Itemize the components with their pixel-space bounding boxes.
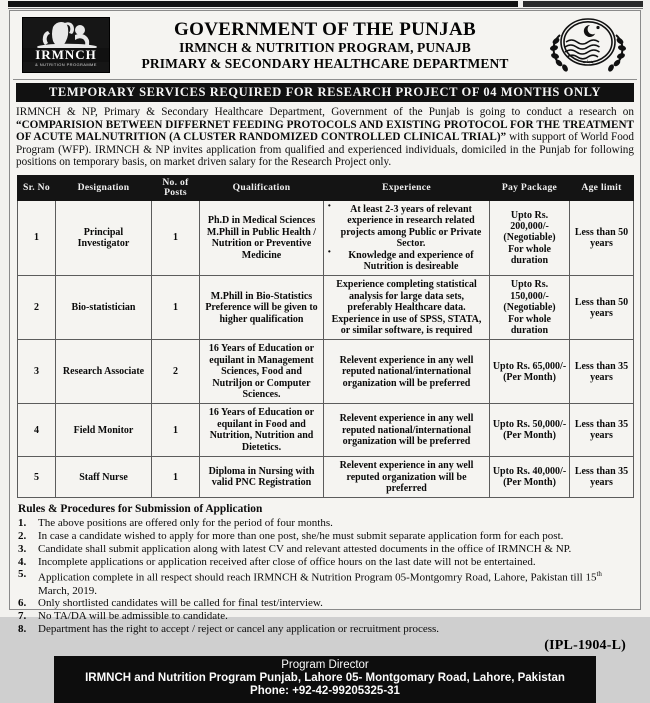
mother-child-icon bbox=[23, 20, 109, 50]
cell-no-of-posts: 1 bbox=[152, 276, 200, 340]
footer-address: IRMNCH and Nutrition Program Punjab, Lahore 05- Montgomary Road, Lahore, Pakistan bbox=[85, 671, 565, 684]
cell-age-limit: Less than 50 years bbox=[570, 200, 634, 275]
header-divider bbox=[13, 79, 637, 80]
top-black-strip-left bbox=[8, 1, 518, 7]
announcement-banner: TEMPORARY SERVICES REQUIRED FOR RESEARCH PROJECT OF 04 MONTHS ONLY bbox=[16, 83, 634, 102]
ipl-code: (IPL-1904-L) bbox=[544, 637, 626, 653]
intro-part1: IRMNCH & NP, Primary & Secondary Healthcare Department, Government of the Punjab is going to conduct a research on bbox=[16, 106, 634, 118]
cell-designation: Bio-statistician bbox=[56, 276, 152, 340]
rules-list bbox=[18, 517, 632, 636]
svg-text:پنجاب: پنجاب bbox=[582, 59, 594, 64]
cell-age-limit: Less than 35 years bbox=[570, 404, 634, 457]
cell-designation: Staff Nurse bbox=[56, 457, 152, 498]
page-frame bbox=[9, 10, 641, 698]
intro-paragraph bbox=[16, 106, 634, 169]
cell-no-of-posts: 1 bbox=[152, 457, 200, 498]
rule-text: Incomplete applications or application received after close of office hours on the last date will not be entertained. bbox=[38, 555, 536, 568]
rule-text: Only shortlisted candidates will be called for final test/interview. bbox=[38, 597, 323, 610]
footer-phone: Phone: +92-42-99205325-31 bbox=[250, 685, 400, 698]
cell-sr-no: 3 bbox=[18, 340, 56, 404]
irmnch-logo bbox=[22, 17, 110, 73]
top-hairline bbox=[8, 8, 643, 9]
rule-item bbox=[18, 543, 632, 555]
cell-qualification: Ph.D in Medical Sciences M.Phill in Public Health / Nutrition or Preventive Medicine bbox=[200, 200, 324, 275]
rule-text: In case a candidate wished to apply for more than one post, she/he must submit separate application form for each post. bbox=[38, 529, 564, 542]
cell-sr-no: 1 bbox=[18, 200, 56, 275]
cell-pay-package: Upto Rs. 200,000/- (Negotiable) For whole duration bbox=[490, 200, 570, 275]
rule-item bbox=[18, 623, 632, 635]
intro-part2: with support of World Food Program (WFP). IRMNCH & NP invites application from qualified and experienced individuals, domiciled in the Punjab for following positions on temporary basis, on market driven salary for the Research Project only. bbox=[16, 131, 634, 169]
table-row bbox=[18, 404, 634, 457]
rules-heading: Rules & Procedures for Submission of Application bbox=[18, 503, 263, 516]
document-header bbox=[10, 11, 640, 79]
cell-age-limit: Less than 35 years bbox=[570, 457, 634, 498]
subtitle-department: PRIMARY & SECONDARY HEALTHCARE DEPARTMENT bbox=[141, 56, 509, 71]
contact-footer bbox=[54, 656, 596, 703]
cell-age-limit: Less than 35 years bbox=[570, 340, 634, 404]
page-title: GOVERNMENT OF THE PUNJAB bbox=[174, 19, 476, 40]
header-titles bbox=[120, 19, 530, 72]
rule-number: 4. bbox=[18, 555, 27, 568]
cell-sr-no: 2 bbox=[18, 276, 56, 340]
cell-experience: Relevent experience in any well reputed national/international organization will be preferred bbox=[324, 404, 490, 457]
cell-experience: Relevent experience in any well reputed organization will be preferred bbox=[324, 457, 490, 498]
cell-experience: Experience completing statistical analysis for large data sets, preferably Healthcare data. Experience in use of SPSS, STATA, or similar software, is required bbox=[324, 276, 490, 340]
top-black-strip-right bbox=[523, 1, 643, 7]
cell-experience: Relevent experience in any well reputed national/international organization will be preferred bbox=[324, 340, 490, 404]
subtitle-program: IRMNCH & NUTRITION PROGRAM, PUNAJB bbox=[179, 40, 471, 55]
footer-designation: Program Director bbox=[281, 658, 369, 671]
rule-text: Candidate shall submit application along with latest CV and relevant attested documents in the office of IRMNCH & NP. bbox=[38, 542, 572, 555]
cell-pay-package: Upto Rs. 65,000/- (Per Month) bbox=[490, 340, 570, 404]
cell-designation: Field Monitor bbox=[56, 404, 152, 457]
logo-wordmark: IRMNCH bbox=[23, 48, 109, 62]
cell-no-of-posts: 1 bbox=[152, 200, 200, 275]
rule-text: No TA/DA will be admissible to candidate. bbox=[38, 610, 228, 623]
col-sr-no: Sr. No bbox=[18, 175, 56, 200]
rule-number: 3. bbox=[18, 542, 27, 555]
table-row bbox=[18, 276, 634, 340]
rule-number: 7. bbox=[18, 610, 27, 623]
col-pay-package: Pay Package bbox=[490, 175, 570, 200]
cell-qualification: 16 Years of Education or equilant in Management Sciences, Food and Nutriljon or Computer Sciences. bbox=[200, 340, 324, 404]
rule-text: Department has the right to accept / reject or cancel any application or recruitment process. bbox=[38, 623, 440, 636]
cell-pay-package: Upto Rs. 40,000/- (Per Month) bbox=[490, 457, 570, 498]
cell-experience bbox=[324, 200, 490, 275]
rule-number: 8. bbox=[18, 623, 27, 636]
cell-designation: Research Associate bbox=[56, 340, 152, 404]
positions-table bbox=[17, 175, 634, 498]
rule-item bbox=[18, 517, 632, 529]
table-row bbox=[18, 457, 634, 498]
punjab-emblem-icon bbox=[546, 13, 630, 75]
cell-qualification: Diploma in Nursing with valid PNC Registration bbox=[200, 457, 324, 498]
rule-number: 6. bbox=[18, 597, 27, 610]
cell-sr-no: 4 bbox=[18, 404, 56, 457]
rule-number: 5. bbox=[18, 568, 27, 581]
cell-no-of-posts: 2 bbox=[152, 340, 200, 404]
col-experience: Experience bbox=[324, 175, 490, 200]
rule-number: 2. bbox=[18, 529, 27, 542]
cell-sr-no: 5 bbox=[18, 457, 56, 498]
cell-designation: Principal Investigator bbox=[56, 200, 152, 275]
table-row bbox=[18, 200, 634, 275]
logo-subtext: & NUTRITION PROGRAMME bbox=[35, 62, 97, 67]
cell-pay-package: Upto Rs. 50,000/- (Per Month) bbox=[490, 404, 570, 457]
cell-qualification: 16 Years of Education or equilant in Food and Nutrition, Nutrition and Dietetics. bbox=[200, 404, 324, 457]
col-no-of-posts: No. of Posts bbox=[152, 175, 200, 200]
rule-item bbox=[18, 556, 632, 568]
rule-text: The above positions are offered only for the period of four months. bbox=[38, 516, 333, 529]
rule-item bbox=[18, 568, 632, 596]
intro-study-title: “COMPARISION BETWEEN DIFFERNET FEEDING PROTOCOLS AND EXISTING PROTOCOL FOR THE TREATMENT OF ACUTE MALNUTRITION (A CLUSTER RANDOMIZED CONTROLLED CLINICAL TRIAL)” bbox=[16, 118, 634, 144]
table-row bbox=[18, 340, 634, 404]
cell-age-limit: Less than 50 years bbox=[570, 276, 634, 340]
col-qualification: Qualification bbox=[200, 175, 324, 200]
experience-bullet: · Knowledge and experience of Nutrition is desireable bbox=[326, 250, 487, 273]
cell-pay-package: Upto Rs. 150,000/- (Negotiable) For whole duration bbox=[490, 276, 570, 340]
positions-table-body bbox=[18, 200, 634, 497]
col-age-limit: Age limit bbox=[570, 175, 634, 200]
rule-text: Application complete in all respect should reach IRMNCH & Nutrition Program 05-Montgomry Road, Lahore, Pakistan till 15th March, 2019. bbox=[38, 570, 602, 597]
rule-number: 1. bbox=[18, 516, 27, 529]
table-header-row bbox=[18, 175, 634, 200]
cell-no-of-posts: 1 bbox=[152, 404, 200, 457]
rule-item bbox=[18, 530, 632, 542]
cell-qualification: M.Phill in Bio-Statistics Preference will be given to higher qualification bbox=[200, 276, 324, 340]
experience-bullet: · At least 2-3 years of relevant experience in research related projects among Public or Private Sector. bbox=[326, 204, 487, 250]
rules-section bbox=[18, 503, 632, 635]
col-designation: Designation bbox=[56, 175, 152, 200]
rule-item bbox=[18, 597, 632, 609]
